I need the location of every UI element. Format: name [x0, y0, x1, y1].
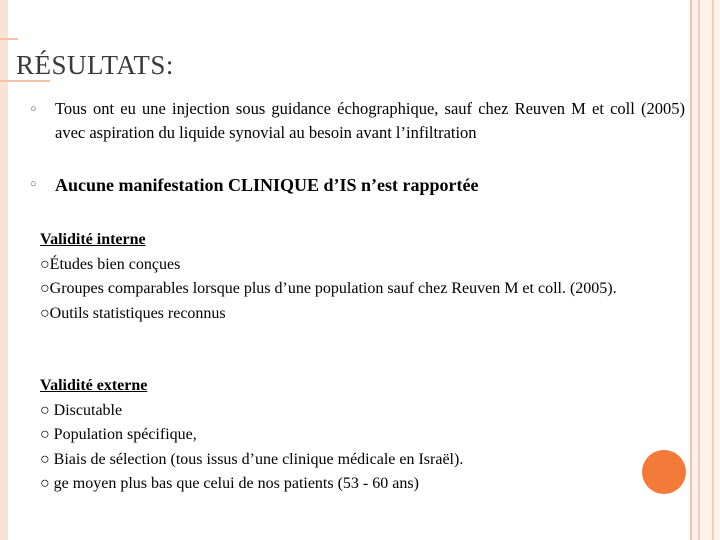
list-item: ○Outils statistiques reconnus [40, 304, 226, 322]
list-item: ○ ge moyen plus bas que celui de nos patients (53 - 60 ans) [40, 475, 419, 492]
list-item: ○ Biais de sélection (tous issus d’une clinique médicale en Israël). [40, 450, 464, 468]
internal-validity-section [40, 228, 617, 326]
right-border-decoration [690, 0, 720, 540]
orange-circle-decoration [642, 450, 686, 494]
bullet-circle-icon: ○ [30, 178, 37, 190]
list-item: ○ Discutable [40, 401, 123, 419]
main-bullet-2 [30, 172, 686, 198]
external-validity-heading: Validité externe [40, 377, 148, 394]
main-bullet-1 [30, 97, 686, 145]
main-bullet-text: Aucune manifestation CLINIQUE d’IS n’est rapportée [55, 175, 479, 195]
header-rule-top [0, 38, 18, 40]
internal-validity-heading: Validité interne [40, 231, 146, 248]
external-validity-section [40, 374, 463, 497]
list-item: ○Études bien conçues [40, 255, 181, 273]
main-bullet-text: Tous ont eu une injection sous guidance échographique, sauf chez Reuven M et coll (2005) avec aspiration du liquide synovial au besoin avant l’infiltration [55, 99, 685, 142]
list-item: ○Groupes comparables lorsque plus d’une population sauf chez Reuven M et coll. (2005). [40, 280, 617, 297]
bullet-circle-icon: ○ [30, 103, 37, 115]
list-item: ○ Population spécifique, [40, 426, 197, 443]
slide-title: RÉSULTATS: [16, 50, 174, 80]
